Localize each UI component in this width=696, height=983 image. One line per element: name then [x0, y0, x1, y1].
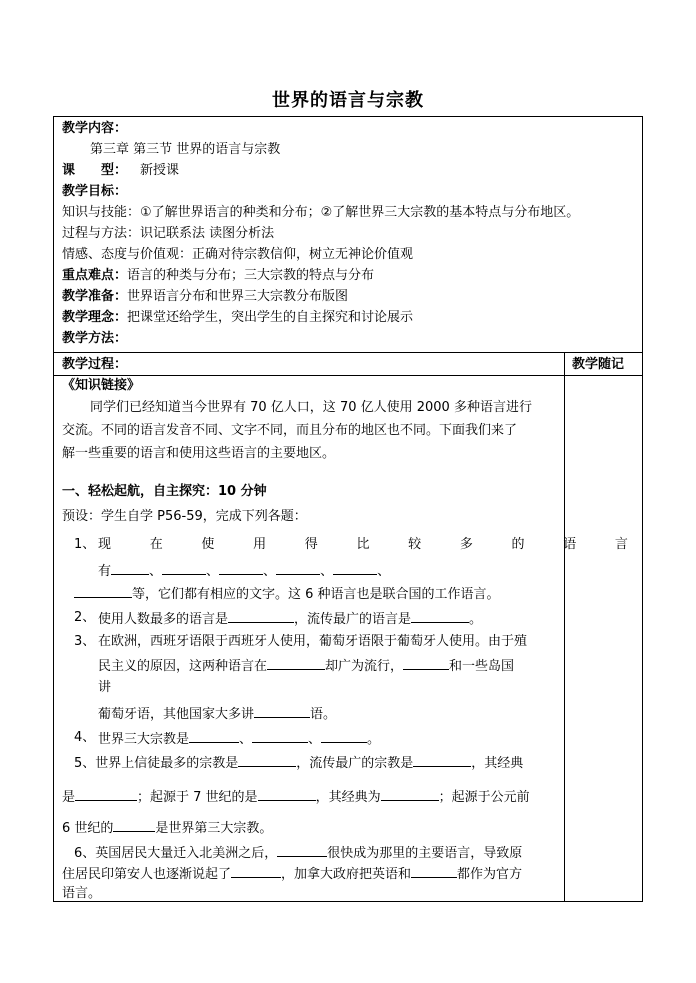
- q5-blank-2[interactable]: [413, 754, 471, 767]
- q2-text-a: 使用人数最多的语言是: [98, 612, 229, 627]
- q6-text-a: 6、英国居民大量迁入北美洲之后，: [74, 846, 278, 861]
- q3-line-2: [98, 657, 514, 675]
- emotion-goal: 情感、态度与价值观：正确对待宗教信仰，树立无神论价值观: [62, 247, 414, 262]
- q1-char: 言: [614, 537, 628, 552]
- q1-char: 得: [304, 537, 318, 552]
- q3-text-d: 葡萄牙语，其他国家大多讲: [98, 707, 255, 722]
- separator: 、: [149, 564, 163, 579]
- header-divider: [54, 352, 642, 353]
- q1-number: 1、: [74, 537, 96, 552]
- q1-blank-5[interactable]: [333, 562, 377, 575]
- q1-char: 较: [408, 537, 422, 552]
- q1-blank-2[interactable]: [162, 562, 206, 575]
- q5-line-2: [62, 788, 530, 806]
- q2-blank-2[interactable]: [411, 610, 469, 623]
- q3-line-3: 讲: [98, 680, 112, 695]
- q1-blank-3[interactable]: [219, 562, 263, 575]
- method-label: 教学方法：: [62, 331, 128, 346]
- q4-end: 。: [367, 732, 381, 747]
- q3-number: 3、: [74, 634, 96, 649]
- q6-blank-3[interactable]: [411, 865, 457, 878]
- q5-text-a: 5、世界上信徒最多的宗教是: [74, 756, 239, 771]
- q3-text-e: 语。: [310, 707, 337, 722]
- q5-text-c: ，其经典: [471, 756, 524, 771]
- q5-blank-6[interactable]: [113, 819, 155, 832]
- page-title: 世界的语言与宗教: [272, 90, 424, 111]
- q6-blank-1[interactable]: [277, 844, 327, 857]
- q1-tail-line: [74, 585, 500, 603]
- prep-label: 教学准备：: [62, 289, 128, 304]
- q5-text-f: ，其经典为: [315, 790, 381, 805]
- q6-text-e: 都作为官方: [457, 867, 523, 882]
- q3-text-a: 民主义的原因，这两种语言在: [98, 659, 268, 674]
- separator: 、: [206, 564, 220, 579]
- q5-text-i: 是世界第三大宗教。: [155, 821, 273, 836]
- process-goal: 过程与方法：识记联系法 读图分析法: [62, 226, 275, 241]
- separator: 、: [320, 564, 334, 579]
- q5-blank-5[interactable]: [381, 788, 439, 801]
- lesson-plan-table: [53, 116, 643, 902]
- notes-label: 教学随记: [572, 357, 625, 372]
- q3-blank-2[interactable]: [403, 657, 449, 670]
- q5-blank-1[interactable]: [238, 754, 296, 767]
- q3-text-b: 却广为流行，: [325, 659, 404, 674]
- q3-blank-1[interactable]: [267, 657, 325, 670]
- separator: 、: [377, 564, 391, 579]
- q6-text-b: 很快成为那里的主要语言，导致原: [327, 846, 523, 861]
- q3-text-c: 和一些岛国: [449, 659, 515, 674]
- intro-line-2: 交流。不同的语言发音不同、文字不同，而且分布的地区也不同。下面我们来了: [62, 423, 518, 438]
- knowledge-link: 《知识链接》: [62, 378, 141, 393]
- q5-text-b: ，流传最广的宗教是: [296, 756, 414, 771]
- teaching-idea: [62, 310, 413, 326]
- q1-char: 比: [356, 537, 370, 552]
- content-value: 第三章 第三节 世界的语言与宗教: [90, 142, 281, 157]
- q6-text-d: ，加拿大政府把英语和: [281, 867, 412, 882]
- intro-line-3: 解一些重要的语言和使用这些语言的主要地区。: [62, 446, 336, 461]
- process-label: 教学过程：: [62, 357, 128, 372]
- q1-char: 现: [98, 537, 112, 552]
- preview-instruction: 预设：学生自学 P56-59，完成下列各题：: [62, 509, 307, 524]
- idea-label: 教学理念：: [62, 310, 128, 325]
- idea-value: 把课堂还给学生，突出学生的自主探究和讨论展示: [127, 310, 414, 325]
- q1-blank-6[interactable]: [74, 585, 132, 598]
- q6-line-2: [62, 865, 522, 883]
- prep-value: 世界语言分布和世界三大宗教分布版图: [127, 289, 349, 304]
- process-header-divider: [54, 375, 642, 376]
- q4-text: 世界三大宗教是: [98, 732, 190, 747]
- q5-text-h: 6 世纪的: [62, 821, 114, 836]
- q5-text-g: ；起源于公元前: [438, 790, 530, 805]
- q1-have: 有: [98, 564, 112, 579]
- q5-blank-4[interactable]: [258, 788, 316, 801]
- key-value: 语言的种类与分布；三大宗教的特点与分布: [127, 268, 375, 283]
- q6-line-1: [74, 844, 522, 862]
- q6-text-c: 住居民印第安人也逐渐说起了: [62, 867, 232, 882]
- q1-char: 用: [253, 537, 267, 552]
- q2-blank-1[interactable]: [228, 610, 294, 623]
- column-divider: [564, 352, 565, 901]
- q5-line-1: [74, 754, 523, 772]
- q4-blank-3[interactable]: [321, 730, 367, 743]
- q6-blank-2[interactable]: [231, 865, 281, 878]
- q5-text-d: 是: [62, 790, 76, 805]
- q5-text-e: ；起源于 7 世纪的是: [137, 790, 258, 805]
- key-points: [62, 268, 374, 284]
- q1-blanks-line: [98, 562, 390, 580]
- q5-line-3: [62, 819, 272, 837]
- type-label: 课 型：: [62, 163, 128, 178]
- separator: 、: [308, 732, 322, 747]
- q2-number: 2、: [74, 610, 96, 625]
- section-heading: 一、轻松起航，自主探究：10 分钟: [62, 484, 267, 499]
- q1-spread-line: [98, 537, 628, 553]
- q5-blank-3[interactable]: [75, 788, 137, 801]
- q1-char: 语: [563, 537, 577, 552]
- key-label: 重点难点：: [62, 268, 128, 283]
- separator: 、: [239, 732, 253, 747]
- q6-line-3: 语言。: [62, 886, 102, 901]
- q1-tail: 等，它们都有相应的文字。这 6 种语言也是联合国的工作语言。: [132, 587, 500, 602]
- goals-label: 教学目标：: [62, 184, 128, 199]
- q3-line-1: 在欧洲，西班牙语限于西班牙人使用，葡萄牙语限于葡萄牙人使用。由于殖: [98, 634, 528, 649]
- q2-line: [98, 610, 482, 628]
- q4-blank-1[interactable]: [189, 730, 239, 743]
- q2-text-b: ，流传最广的语言是: [294, 612, 412, 627]
- q2-end: 。: [469, 612, 483, 627]
- q1-char: 在: [149, 537, 163, 552]
- content-label: 教学内容：: [62, 121, 128, 136]
- q1-blank-4[interactable]: [276, 562, 320, 575]
- preparation: [62, 289, 348, 305]
- q3-line-4: [98, 705, 336, 723]
- q4-line: [98, 730, 380, 748]
- type-value: 新授课: [140, 163, 180, 178]
- q3-blank-3[interactable]: [254, 705, 310, 718]
- intro-line-1: 同学们已经知道当今世界有 70 亿人口，这 70 亿人使用 2000 多种语言进行: [90, 400, 532, 415]
- q4-blank-2[interactable]: [252, 730, 308, 743]
- q1-blank-1[interactable]: [111, 562, 149, 575]
- q4-number: 4、: [74, 730, 96, 745]
- q1-char: 使: [201, 537, 215, 552]
- knowledge-goal: 知识与技能：①了解世界语言的种类和分布；②了解世界三大宗教的基本特点与分布地区。: [62, 205, 580, 220]
- separator: 、: [263, 564, 277, 579]
- q1-char: 多: [459, 537, 473, 552]
- q1-char: 的: [511, 537, 525, 552]
